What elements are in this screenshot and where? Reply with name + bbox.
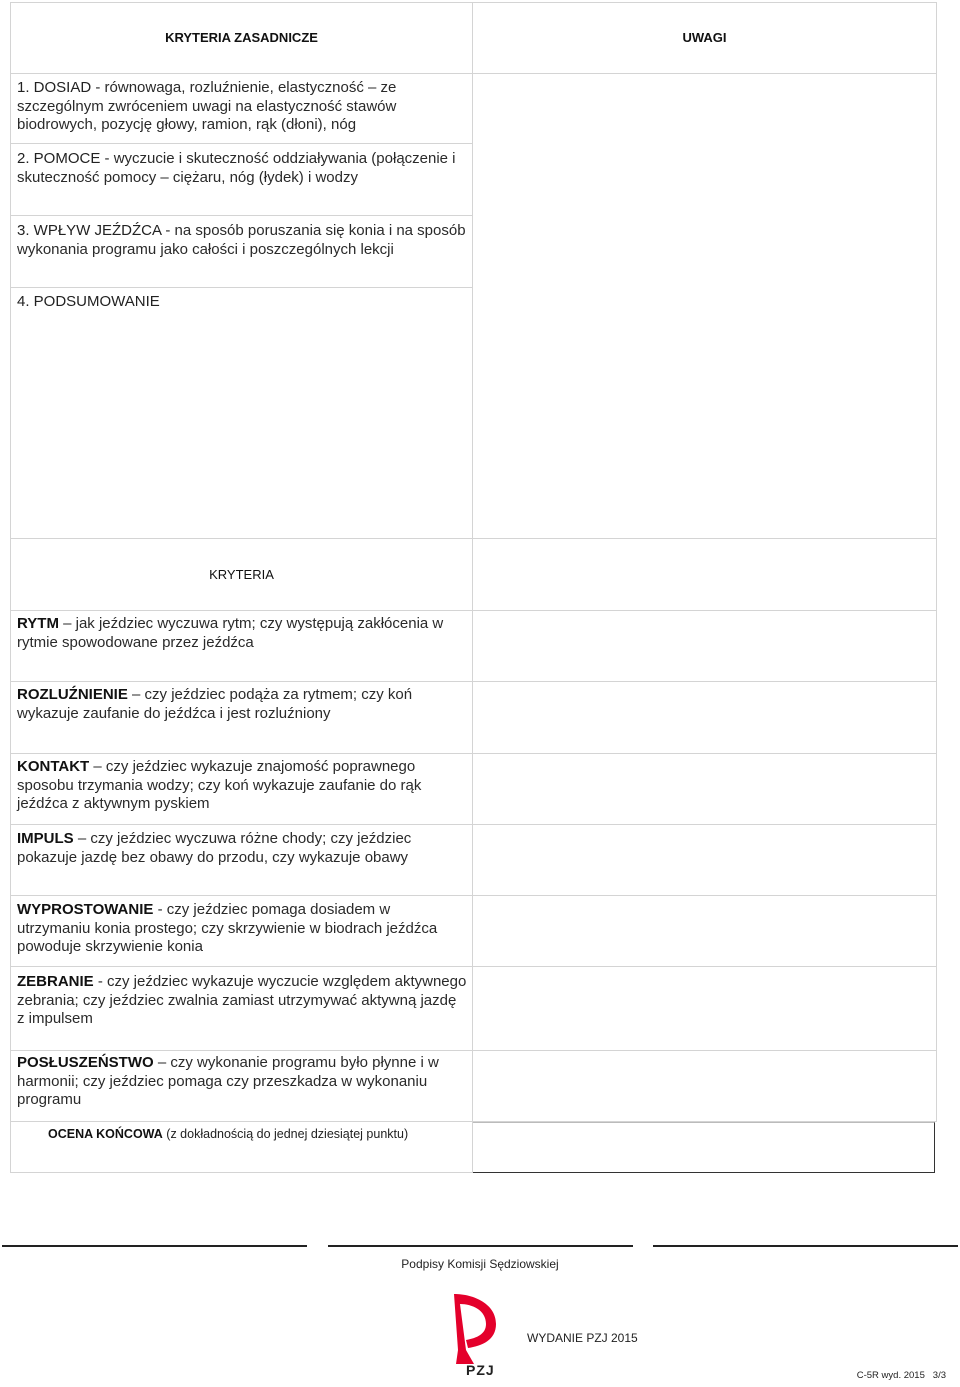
row-divider bbox=[10, 1050, 937, 1051]
row-divider bbox=[10, 824, 937, 825]
edition-label: WYDANIE PZJ 2015 bbox=[527, 1331, 638, 1345]
criterion-rhythm bbox=[17, 615, 467, 652]
criterion-aids bbox=[17, 150, 467, 187]
criterion-text: – jak jeździec wyczuwa rytm; czy występują zakłócenia w rytmie spowodowane przez jeźdźca bbox=[17, 615, 444, 651]
logo-text: PZJ bbox=[466, 1362, 495, 1378]
criteria-header: KRYTERIA ZASADNICZE bbox=[165, 30, 318, 45]
criterion-seat bbox=[17, 79, 467, 135]
criterion-collection bbox=[17, 973, 467, 1029]
criterion-submission bbox=[17, 1054, 467, 1110]
final-score-lead: OCENA KOŃCOWA bbox=[48, 1127, 163, 1141]
criterion-lead: KONTAKT bbox=[17, 758, 90, 775]
criterion-text: - na sposób poruszania się konia i na sposób wykonania programu jako całości i poszczególnych lekcji bbox=[17, 222, 466, 258]
criterion-contact bbox=[17, 758, 467, 814]
criterion-text: - wyczucie i skuteczność oddziaływania (połączenie i skuteczność pomocy – ciężaru, nóg (łydek) i wodzy bbox=[17, 150, 456, 186]
pzj-logo bbox=[440, 1290, 504, 1382]
table-border-bottom bbox=[10, 1172, 473, 1173]
criterion-lead: ZEBRANIE bbox=[17, 973, 94, 990]
table-border-top bbox=[10, 2, 937, 3]
row-divider bbox=[10, 215, 473, 216]
criterion-lead: 1. DOSIAD bbox=[17, 79, 92, 96]
row-divider bbox=[10, 966, 937, 967]
criterion-text: – czy wykonanie programu było płynne i w harmonii; czy jeździec pomaga czy przeszkadza w wykonaniu programu bbox=[17, 1054, 439, 1108]
criterion-lead: WYPROSTOWANIE bbox=[17, 901, 154, 918]
final-score-label bbox=[48, 1127, 468, 1141]
criterion-lead: ROZLUŹNIENIE bbox=[17, 686, 128, 703]
criterion-straightness bbox=[17, 901, 467, 957]
criterion-text: – czy jeździec podąża za rytmem; czy koń wykazuje zaufanie do jeźdźca i jest rozluźniony bbox=[17, 686, 413, 722]
criterion-rider-influence bbox=[17, 222, 467, 259]
signature-line-1[interactable] bbox=[2, 1245, 307, 1247]
row-divider bbox=[10, 895, 937, 896]
criterion-text: - czy jeździec wykazuje wyczucie względem aktywnego zebrania; czy jeździec zwalnia zamiast utrzymywać aktywną jazdę z impulsem bbox=[17, 973, 467, 1027]
table-border-right bbox=[936, 2, 937, 1122]
row-divider bbox=[10, 610, 937, 611]
signature-line-2[interactable] bbox=[328, 1245, 633, 1247]
row-divider bbox=[10, 143, 473, 144]
row-divider bbox=[10, 287, 473, 288]
criterion-lead: 2. POMOCE bbox=[17, 150, 101, 167]
criterion-text: - równowaga, rozluźnienie, elastyczność – ze szczególnym zwróceniem uwagi na elastyczność stawów biodrowych, pozycję głowy, ramion, rąk (dłoni), nóg bbox=[17, 79, 397, 133]
notes-header: UWAGI bbox=[682, 30, 727, 45]
table-border-left bbox=[10, 2, 11, 1172]
row-divider bbox=[10, 681, 937, 682]
criteria-section-title: KRYTERIA bbox=[209, 567, 274, 582]
criterion-lead: IMPULS bbox=[17, 830, 74, 847]
criterion-lead: 3. WPŁYW JEŹDŹCA bbox=[17, 222, 162, 239]
criterion-lead: RYTM bbox=[17, 615, 59, 632]
footer-code: C-5R wyd. 2015 3/3 bbox=[856, 1370, 946, 1381]
row-divider bbox=[10, 753, 937, 754]
table-border-mid bbox=[472, 2, 473, 1172]
final-score-box[interactable] bbox=[473, 1122, 935, 1173]
criterion-text: - czy jeździec pomaga dosiadem w utrzymaniu konia prostego; czy skrzywienie w biodrach jeźdźca powoduje skrzywienie konia bbox=[17, 901, 438, 955]
signature-line-3[interactable] bbox=[653, 1245, 958, 1247]
criterion-text: – czy jeździec wykazuje znajomość poprawnego sposobu trzymania wodzy; czy koń wykazuje zaufanie do rąk jeźdźca z aktywnym pyskiem bbox=[17, 758, 422, 812]
criterion-lead: 4. PODSUMOWANIE bbox=[17, 293, 160, 310]
criterion-summary bbox=[17, 293, 467, 312]
signatures-label: Podpisy Komisji Sędziowskiej bbox=[401, 1257, 559, 1271]
row-divider bbox=[10, 73, 937, 74]
criterion-text: – czy jeździec wyczuwa różne chody; czy jeździec pokazuje jazdę bez obawy do przodu, czy wykazuje obawy bbox=[17, 830, 412, 866]
criterion-relaxation bbox=[17, 686, 467, 723]
row-divider bbox=[10, 538, 937, 539]
final-score-text: (z dokładnością do jednej dziesiątej punktu) bbox=[162, 1127, 409, 1141]
criterion-lead: POSŁUSZEŃSTWO bbox=[17, 1054, 154, 1071]
criterion-impulsion bbox=[17, 830, 467, 867]
